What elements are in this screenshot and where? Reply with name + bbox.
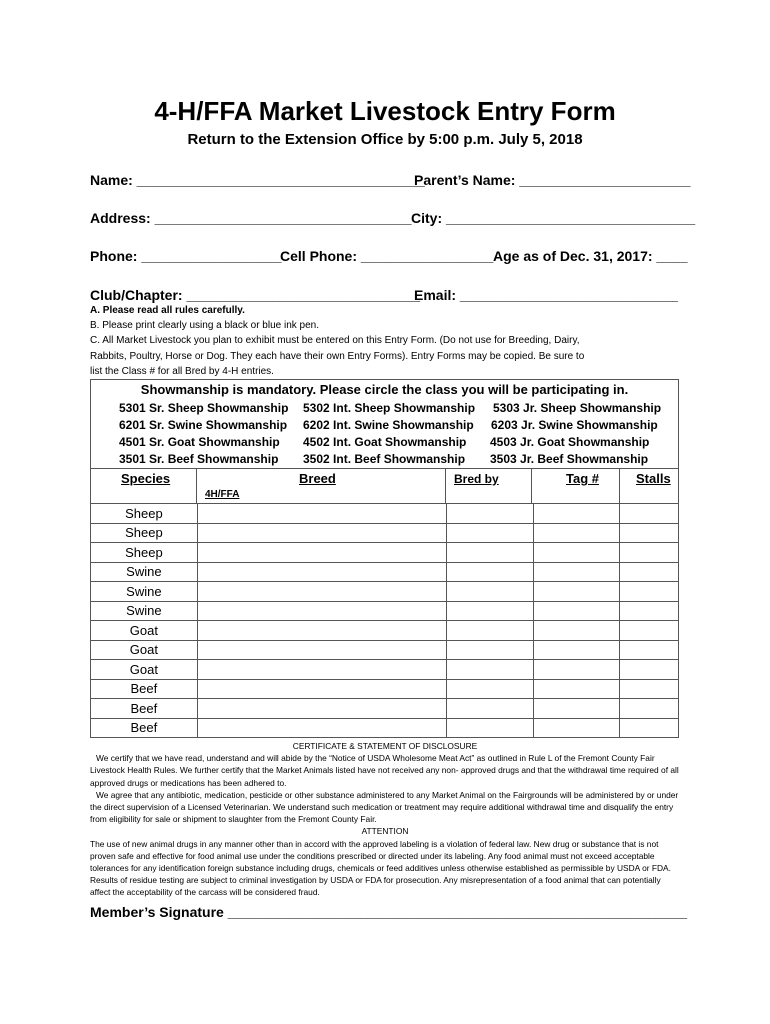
tag-cell[interactable]: [533, 718, 620, 738]
bred-by-cell[interactable]: [446, 640, 533, 660]
species-cell: Goat: [91, 621, 198, 641]
showmanship-class[interactable]: 4503 Jr. Goat Showmanship: [490, 435, 650, 449]
species-cell: Swine: [91, 562, 198, 582]
4h-ffa-subheader: 4H/FFA: [205, 489, 240, 500]
species-cell: Sheep: [91, 543, 198, 563]
attention-paragraph: The use of new animal drugs in any manner other than in accord with the approved labeling is a violation of federal law. New drug or substance that is not proven safe and effective for food animal use under the conditions prescribed or directed under its labeling. Any food animal must not exceed acceptable tolerances for any identification foreign substance including drugs, chemicals or feed additives unless otherwise established as permissible by USDA or FDA. Results of residue testing are subject to criminal investigation by USDA or FDA for prosecution. Any misrepresentation of a food animal that can potentially affect the acceptability of the carcass will be considered fraud.: [90, 838, 671, 898]
breed-cell[interactable]: [197, 582, 446, 602]
tag-header: Tag #: [566, 471, 599, 486]
table-row: [91, 699, 679, 719]
species-header: Species: [121, 471, 171, 486]
breed-cell[interactable]: [197, 660, 446, 680]
stalls-cell[interactable]: [620, 562, 679, 582]
tag-cell[interactable]: [533, 543, 620, 563]
age-field[interactable]: Age as of Dec. 31, 2017: ____: [493, 248, 688, 264]
stalls-cell[interactable]: [620, 679, 679, 699]
table-row: [91, 543, 679, 563]
breed-cell[interactable]: [197, 543, 446, 563]
tag-cell[interactable]: [533, 660, 620, 680]
bred-by-header: Bred by: [454, 472, 499, 486]
tag-cell[interactable]: [533, 621, 620, 641]
breed-header: Breed: [299, 471, 336, 486]
bred-by-cell[interactable]: [446, 621, 533, 641]
table-row: [91, 523, 679, 543]
showmanship-class[interactable]: 6202 Int. Swine Showmanship: [303, 418, 474, 432]
tag-cell[interactable]: [533, 601, 620, 621]
tag-cell[interactable]: [533, 699, 620, 719]
breed-cell[interactable]: [197, 699, 446, 719]
phone-field[interactable]: Phone: __________________: [90, 248, 282, 264]
parents-name-field[interactable]: Parent’s Name: ______________________: [414, 172, 691, 188]
certificate-paragraph: We certify that we have read, understand and will abide by the “Notice of USDA Wholesome Meat Act” as outlined in Rule L of the Fremont County Fair Livestock Health Rules. We further certify that the Market Animals listed have not received any non- approved drugs and that the withdrawal time required of all approved drugs or medications has been adhered to.: [90, 753, 679, 788]
species-cell: Goat: [91, 660, 198, 680]
rule-c-line2: Rabbits, Poultry, Horse or Dog. They each have their own Entry Forms). Entry Forms may be copied. Be sure to: [90, 351, 585, 362]
rule-b: B. Please print clearly using a black or blue ink pen.: [90, 320, 320, 331]
table-row: [91, 679, 679, 699]
tag-cell[interactable]: [533, 679, 620, 699]
stalls-cell[interactable]: [620, 640, 679, 660]
species-cell: Sheep: [91, 504, 198, 524]
showmanship-class[interactable]: 6203 Jr. Swine Showmanship: [491, 418, 658, 432]
breed-cell[interactable]: [197, 718, 446, 738]
breed-cell[interactable]: [197, 504, 446, 524]
tag-cell[interactable]: [533, 562, 620, 582]
page-subtitle: Return to the Extension Office by 5:00 p.m. July 5, 2018: [187, 131, 583, 148]
member-signature-field[interactable]: Member’s Signature ___________________________________________________________: [90, 904, 688, 920]
showmanship-class[interactable]: 5302 Int. Sheep Showmanship: [303, 401, 476, 415]
table-row: [91, 582, 679, 602]
stalls-cell[interactable]: [620, 718, 679, 738]
species-cell: Swine: [91, 601, 198, 621]
bred-by-cell[interactable]: [446, 679, 533, 699]
showmanship-class[interactable]: 6201 Sr. Swine Showmanship: [119, 418, 288, 432]
breed-cell[interactable]: [197, 601, 446, 621]
stalls-cell[interactable]: [620, 523, 679, 543]
rule-a: A. Please read all rules carefully.: [90, 305, 245, 316]
stalls-cell[interactable]: [620, 543, 679, 563]
bred-by-cell[interactable]: [446, 718, 533, 738]
showmanship-class[interactable]: 4501 Sr. Goat Showmanship: [119, 435, 280, 449]
bred-by-cell[interactable]: [446, 523, 533, 543]
stalls-cell[interactable]: [620, 582, 679, 602]
certificate-paragraph: We agree that any antibiotic, medication, pesticide or other substance administered to any Market Animal on the Fairgrounds will be administered by or under the direct supervision of a Licensed Veterinarian. We understand such medication or treatment may require additional withdrawal time and disqualify the entry from eligibility for sale or shipment to slaughter from the Fremont County Fair.: [90, 789, 679, 825]
email-field[interactable]: Email: ____________________________: [414, 287, 678, 303]
tag-cell[interactable]: [533, 523, 620, 543]
stalls-cell[interactable]: [620, 504, 679, 524]
rule-c-line3: list the Class # for all Bred by 4-H entries.: [90, 366, 274, 377]
stalls-cell[interactable]: [620, 601, 679, 621]
column-divider: [196, 468, 197, 503]
breed-cell[interactable]: [197, 562, 446, 582]
column-divider: [619, 468, 620, 503]
name-field[interactable]: Name: _____________________________________: [90, 172, 425, 188]
showmanship-class[interactable]: 5301 Sr. Sheep Showmanship: [119, 401, 289, 415]
certificate-section: [90, 740, 680, 899]
showmanship-class[interactable]: 4502 Int. Goat Showmanship: [303, 435, 467, 449]
species-cell: Beef: [91, 679, 198, 699]
species-cell: Goat: [91, 640, 198, 660]
stalls-cell[interactable]: [620, 660, 679, 680]
table-row: [91, 621, 679, 641]
bred-by-cell[interactable]: [446, 699, 533, 719]
attention-heading: ATTENTION: [361, 826, 409, 837]
tag-cell[interactable]: [533, 640, 620, 660]
stalls-header: Stalls: [636, 471, 671, 486]
address-field[interactable]: Address: _________________________________: [90, 210, 412, 226]
species-cell: Sheep: [91, 523, 198, 543]
breed-cell[interactable]: [197, 640, 446, 660]
table-row: [91, 601, 679, 621]
species-cell: Beef: [91, 699, 198, 719]
showmanship-class[interactable]: 3501 Sr. Beef Showmanship: [119, 452, 279, 466]
page-title: 4-H/FFA Market Livestock Entry Form: [154, 96, 616, 126]
cell-phone-field[interactable]: Cell Phone: _________________: [280, 248, 494, 264]
table-row: [91, 562, 679, 582]
showmanship-class[interactable]: 3502 Int. Beef Showmanship: [303, 452, 466, 466]
club-chapter-field[interactable]: Club/Chapter: ______________________________: [90, 287, 421, 303]
species-cell: Beef: [91, 718, 198, 738]
table-row: [91, 718, 679, 738]
showmanship-class[interactable]: 3503 Jr. Beef Showmanship: [490, 452, 649, 466]
bred-by-cell[interactable]: [446, 582, 533, 602]
breed-cell[interactable]: [197, 523, 446, 543]
city-field[interactable]: City: ________________________________: [411, 210, 696, 226]
bred-by-cell[interactable]: [446, 562, 533, 582]
entry-table: [90, 503, 679, 738]
breed-cell[interactable]: [197, 679, 446, 699]
bred-by-cell[interactable]: [446, 601, 533, 621]
stalls-cell[interactable]: [620, 621, 679, 641]
table-row: [91, 660, 679, 680]
species-cell: Swine: [91, 582, 198, 602]
column-divider: [445, 468, 446, 503]
showmanship-heading: Showmanship is mandatory. Please circle the class you will be participating in.: [140, 382, 629, 397]
breed-cell[interactable]: [197, 621, 446, 641]
bred-by-cell[interactable]: [446, 504, 533, 524]
bred-by-cell[interactable]: [446, 543, 533, 563]
showmanship-class[interactable]: 5303 Jr. Sheep Showmanship: [493, 401, 662, 415]
table-row: [91, 504, 679, 524]
tag-cell[interactable]: [533, 582, 620, 602]
rule-c-line1: C. All Market Livestock you plan to exhibit must be entered on this Entry Form. (Do not use for Breeding, Dairy,: [90, 335, 580, 346]
column-divider: [531, 468, 532, 503]
certificate-heading: CERTIFICATE & STATEMENT OF DISCLOSURE: [292, 741, 478, 751]
stalls-cell[interactable]: [620, 699, 679, 719]
bred-by-cell[interactable]: [446, 660, 533, 680]
tag-cell[interactable]: [533, 504, 620, 524]
table-row: [91, 640, 679, 660]
